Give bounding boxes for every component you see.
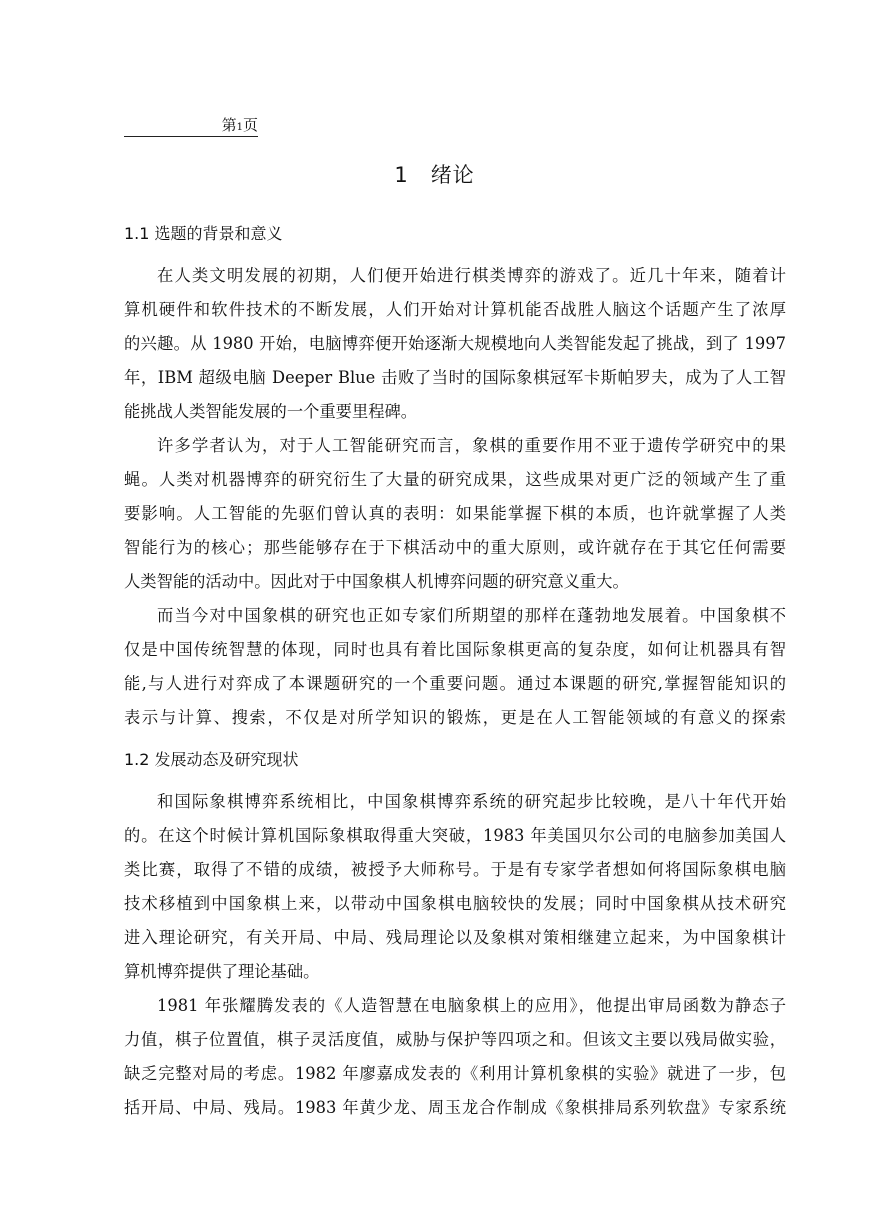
section-heading: 1.2 发展动态及研究现状 [124,750,299,769]
paragraph-line: 1981 年张耀腾发表的《人造智慧在电脑象棋上的应用》，他提出审局函数为静态子 [157,996,786,1015]
paragraph-line: 智能行为的核心；那些能够存在于下棋活动中的重大原则，或许就存在于其它任何需要 [124,538,786,557]
paragraph-line: 蝇。人类对机器博弈的研究衍生了大量的研究成果，这些成果对更广泛的领域产生了重 [124,470,786,489]
paragraph-line: 能,与人进行对弈成了本课题研究的一个重要问题。通过本课题的研究,掌握智能知识的 [124,674,786,693]
page-number-label [222,114,258,139]
paragraph-line: 在人类文明发展的初期，人们便开始进行棋类博弈的游戏了。近几十年来，随着计 [157,266,786,285]
paragraph-line: 许多学者认为，对于人工智能研究而言，象棋的重要作用不亚于遗传学研究中的果 [157,436,786,455]
paragraph-line: 缺乏完整对局的考虑。1982 年廖嘉成发表的《利用计算机象棋的实验》就进了一步，包 [124,1064,786,1083]
chapter-name: 绪论 [430,163,475,187]
paragraph-line: 算机硬件和软件技术的不断发展，人们开始对计算机能否战胜人脑这个话题产生了浓厚 [124,300,786,319]
chapter-title [0,160,869,190]
paragraph-line: 和国际象棋博弈系统相比，中国象棋博弈系统的研究起步比较晚，是八十年代开始 [157,792,786,811]
chapter-number: 1 [394,163,409,187]
paragraph-line: 表示与计算、搜索，不仅是对所学知识的锻炼，更是在人工智能领域的有意义的探索 [124,708,786,727]
paragraph-line: 能挑战人类智能发展的一个重要里程碑。 [124,402,418,421]
page-suffix: 页 [242,116,258,134]
paragraph-line: 类比赛，取得了不错的成绩，被授予大师称号。于是有专家学者想如何将国际象棋电脑 [124,860,786,879]
paragraph-line: 的兴趣。从 1980 开始，电脑博弈便开始逐渐大规模地向人类智能发起了挑战，到了 1997 [124,334,786,353]
paragraph-line: 技术移植到中国象棋上来，以带动中国象棋电脑较快的发展；同时中国象棋从技术研究 [124,894,786,913]
page-prefix: 第 [221,116,237,134]
section-heading: 1.1 选题的背景和意义 [124,224,283,243]
page-header [124,114,258,137]
paragraph-line: 仅是中国传统智慧的体现，同时也具有着比国际象棋更高的复杂度，如何让机器具有智 [124,640,786,659]
paragraph-line: 的。在这个时候计算机国际象棋取得重大突破，1983 年美国贝尔公司的电脑参加美国人 [124,826,786,845]
paragraph-line: 而当今对中国象棋的研究也正如专家们所期望的那样在蓬勃地发展着。中国象棋不 [157,606,786,625]
paragraph-line: 括开局、中局、残局。1983 年黄少龙、周玉龙合作制成《象棋排局系列软盘》专家系统 [124,1098,786,1117]
page-number: 1 [236,122,243,133]
paragraph-line: 要影响。人工智能的先驱们曾认真的表明：如果能掌握下棋的本质，也许就掌握了人类 [124,504,786,523]
paragraph-line: 年，IBM 超级电脑 Deeper Blue 击败了当时的国际象棋冠军卡斯帕罗夫，成为了人工智 [124,368,786,387]
paragraph-line: 力值，棋子位置值，棋子灵活度值，威胁与保护等四项之和。但该文主要以残局做实验， [124,1030,786,1049]
paragraph-line: 算机博弈提供了理论基础。 [124,962,320,981]
paragraph-line: 进入理论研究，有关开局、中局、残局理论以及象棋对策相继建立起来，为中国象棋计 [124,928,786,947]
paragraph-line: 人类智能的活动中。因此对于中国象棋人机博弈问题的研究意义重大。 [124,572,629,591]
